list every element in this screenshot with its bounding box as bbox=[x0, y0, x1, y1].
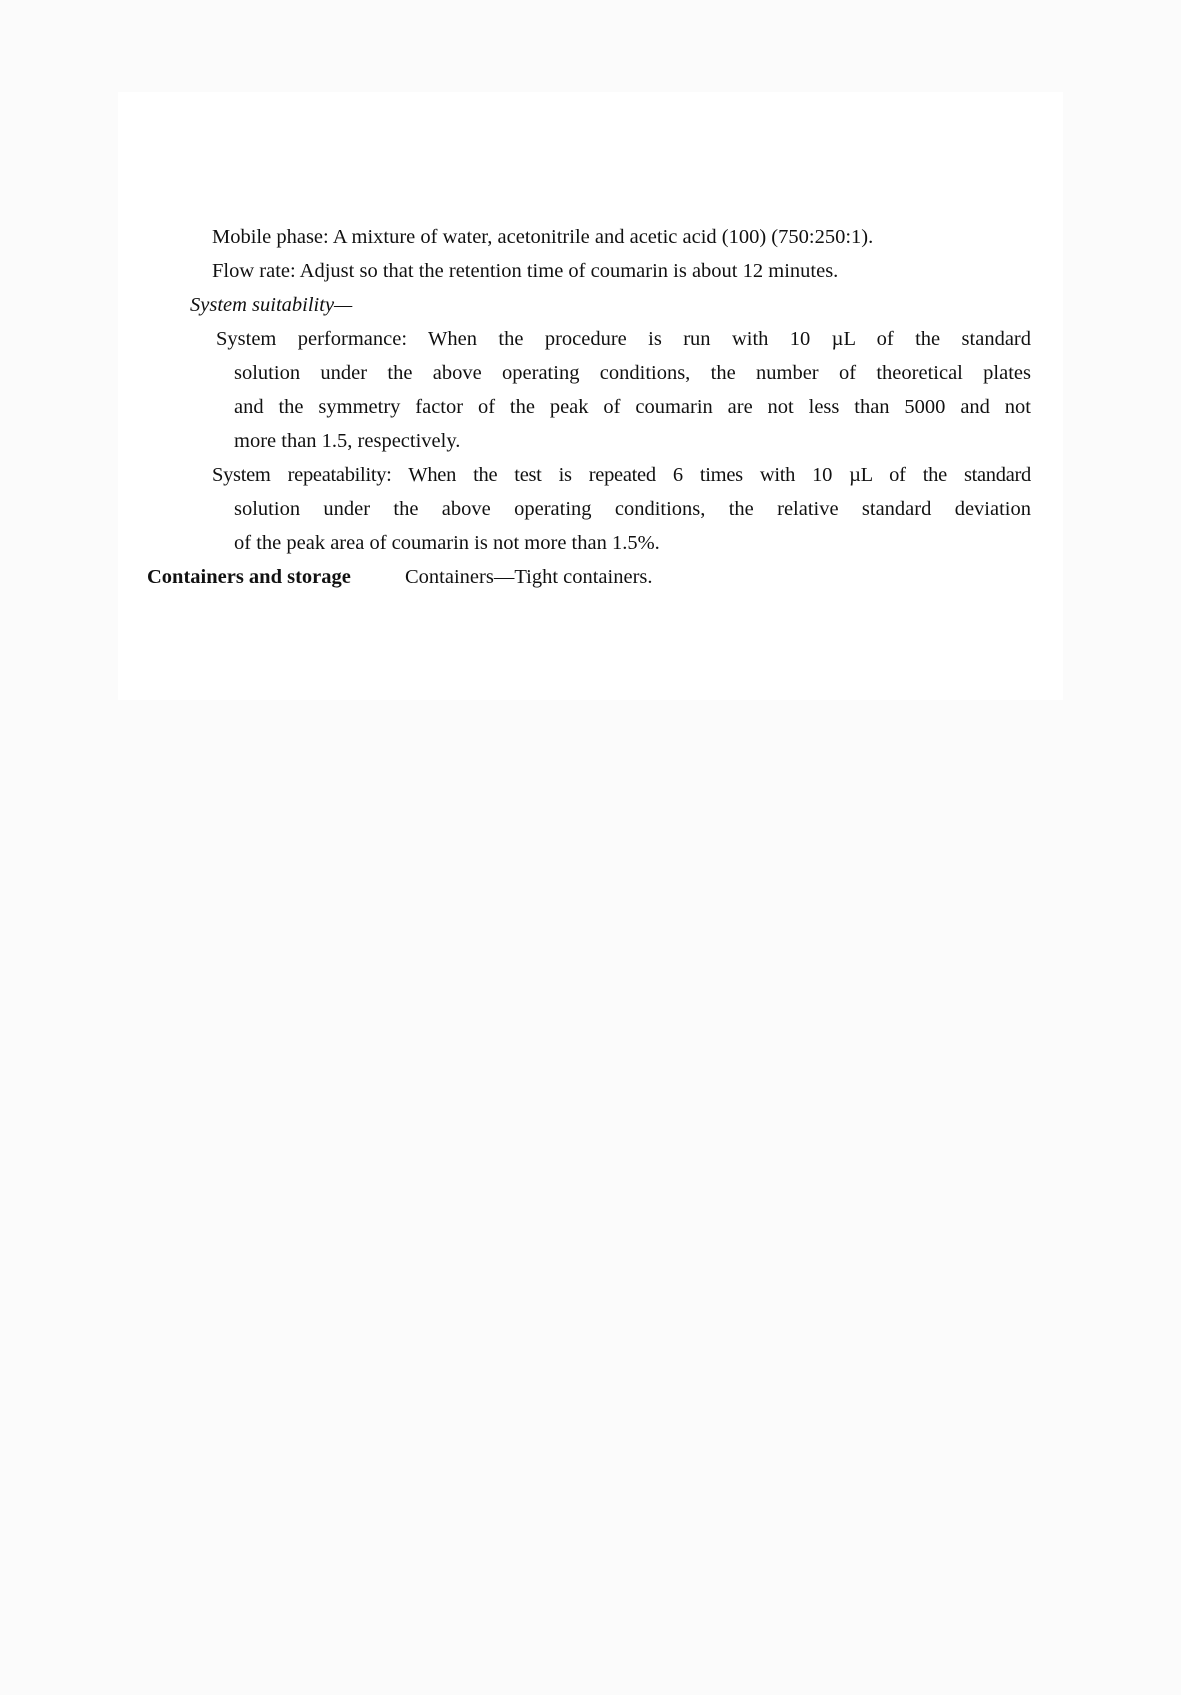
flow-rate-line: Flow rate: Adjust so that the retention time of coumarin is about 12 minutes. bbox=[212, 260, 839, 282]
system-performance-line-1: System performance: When the procedure is run with 10 µL of the standard bbox=[216, 328, 1031, 350]
system-repeatability-line-3: of the peak area of coumarin is not more than 1.5%. bbox=[234, 532, 660, 554]
system-repeatability-line-1: System repeatability: When the test is repeated 6 times with 10 µL of the standard bbox=[212, 464, 1031, 486]
document-page bbox=[118, 92, 1063, 700]
system-performance-line-3: and the symmetry factor of the peak of coumarin are not less than 5000 and not bbox=[234, 396, 1031, 418]
system-performance-line-2: solution under the above operating conditions, the number of theoretical plates bbox=[234, 362, 1031, 384]
mobile-phase-line: Mobile phase: A mixture of water, acetonitrile and acetic acid (100) (750:250:1). bbox=[212, 226, 874, 248]
containers-heading: Containers and storage bbox=[147, 566, 351, 588]
system-repeatability-line-2: solution under the above operating conditions, the relative standard deviation bbox=[234, 498, 1031, 520]
system-performance-line-4: more than 1.5, respectively. bbox=[234, 430, 461, 452]
system-suitability-heading: System suitability— bbox=[190, 294, 353, 316]
containers-text: Containers—Tight containers. bbox=[405, 566, 653, 588]
